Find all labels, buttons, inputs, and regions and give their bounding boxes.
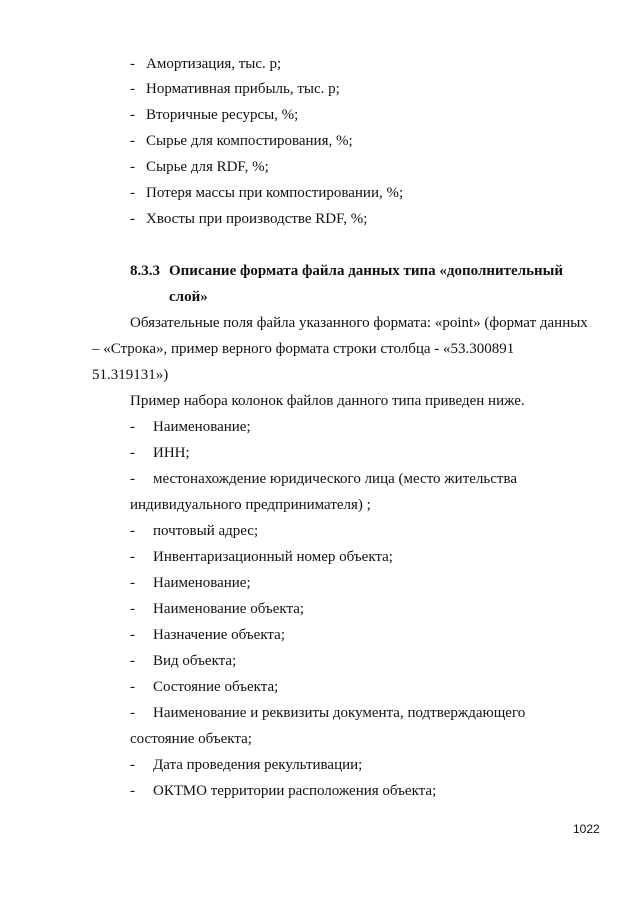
list-item: Сырье для RDF, %;: [146, 159, 269, 175]
list-dash: -: [130, 601, 135, 617]
paragraph-line: Пример набора колонок файлов данного типа приведен ниже.: [130, 393, 525, 409]
section-title-continued: слой»: [169, 289, 208, 305]
list-item: Потеря массы при компостировании, %;: [146, 185, 404, 201]
list-dash: -: [130, 133, 135, 149]
list-item: Вид объекта;: [153, 653, 237, 669]
list-dash: -: [130, 81, 135, 97]
list-item: Состояние объекта;: [153, 679, 279, 695]
paragraph-line: 51.319131»): [92, 367, 169, 383]
list-item: Инвентаризационный номер объекта;: [153, 549, 393, 565]
list-item: Дата проведения рекультивации;: [153, 757, 363, 773]
list-dash: -: [130, 679, 135, 695]
list-item: Сырье для компостирования, %;: [146, 133, 353, 149]
list-dash: -: [130, 419, 135, 435]
list-dash: -: [130, 627, 135, 643]
list-item: Хвосты при производстве RDF, %;: [146, 211, 368, 227]
paragraph-line: Обязательные поля файла указанного формата: «point» (формат данных: [130, 315, 588, 331]
list-dash: -: [130, 56, 135, 72]
list-item-continued: состояние объекта;: [130, 731, 252, 747]
list-dash: -: [130, 757, 135, 773]
list-dash: -: [130, 549, 135, 565]
list-item: Наименование;: [153, 575, 251, 591]
list-item: Наименование;: [153, 419, 251, 435]
list-dash: -: [130, 471, 135, 487]
list-item: ОКТМО территории расположения объекта;: [153, 783, 437, 799]
page-number: 1022: [573, 822, 600, 836]
list-dash: -: [130, 159, 135, 175]
list-dash: -: [130, 107, 135, 123]
section-title: Описание формата файла данных типа «дополнительный: [169, 263, 564, 279]
list-dash: -: [130, 653, 135, 669]
paragraph-line: – «Строка», пример верного формата строки столбца - «53.300891: [92, 341, 515, 357]
list-dash: -: [130, 211, 135, 227]
list-item: Назначение объекта;: [153, 627, 285, 643]
list-item: Амортизация, тыс. р;: [146, 56, 282, 72]
list-item: Наименование и реквизиты документа, подтверждающего: [153, 705, 526, 721]
list-item-continued: индивидуального предпринимателя) ;: [130, 497, 371, 513]
list-dash: -: [130, 523, 135, 539]
list-item: почтовый адрес;: [153, 523, 259, 539]
list-item: местонахождение юридического лица (место жительства: [153, 471, 517, 487]
list-dash: -: [130, 575, 135, 591]
list-item: Наименование объекта;: [153, 601, 305, 617]
section-number: 8.3.3: [130, 263, 160, 279]
list-dash: -: [130, 783, 135, 799]
list-dash: -: [130, 445, 135, 461]
list-item: Вторичные ресурсы, %;: [146, 107, 299, 123]
list-item: Нормативная прибыль, тыс. р;: [146, 81, 340, 97]
list-dash: -: [130, 705, 135, 721]
list-dash: -: [130, 185, 135, 201]
list-item: ИНН;: [153, 445, 190, 461]
